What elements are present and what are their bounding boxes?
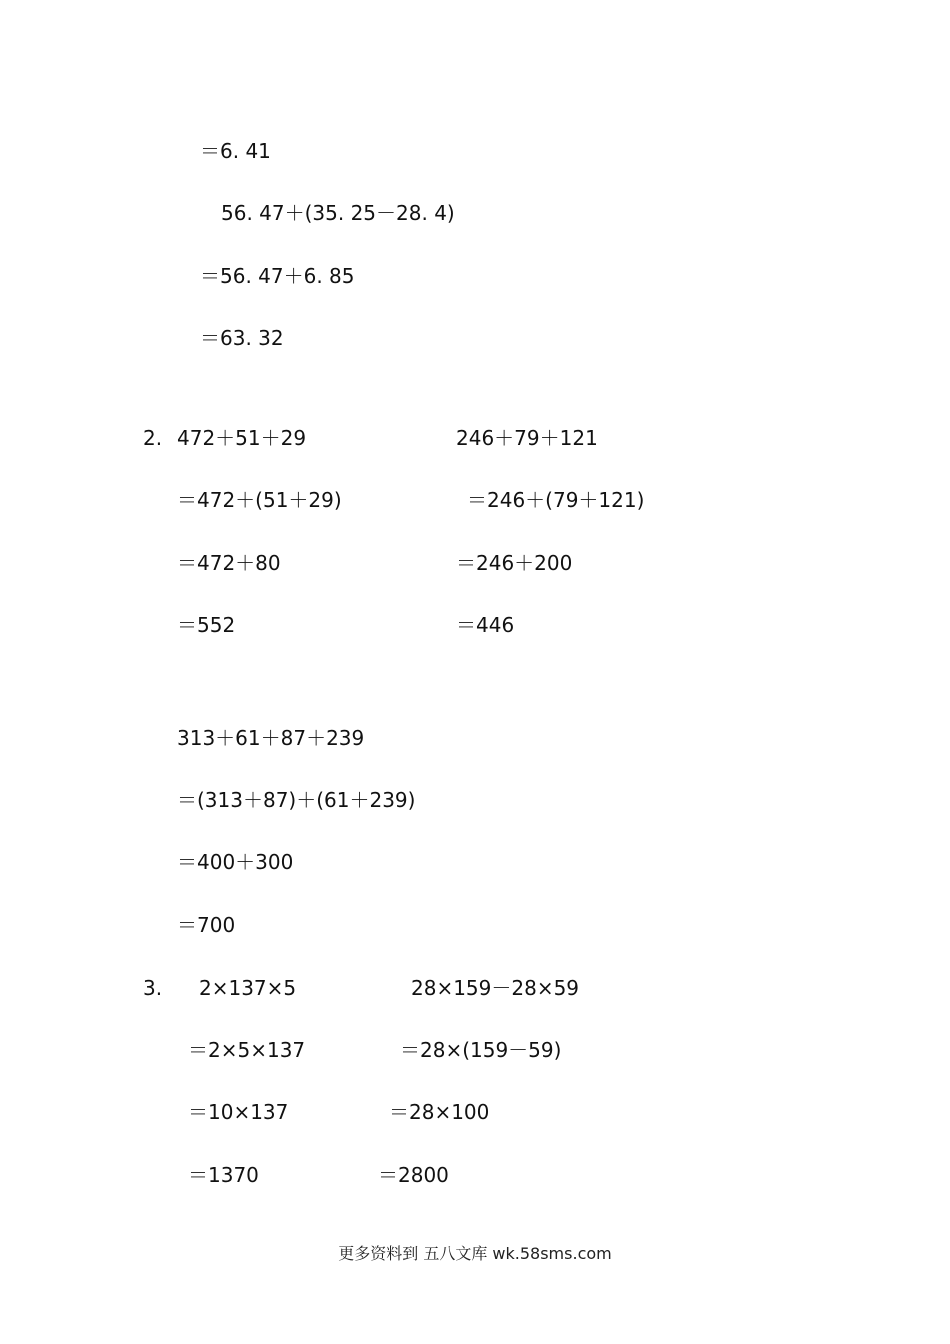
p2-right-3: ＝246＋200 — [456, 551, 573, 575]
p3-right-4: ＝2800 — [378, 1163, 449, 1187]
p2-third-4: ＝700 — [177, 913, 236, 937]
p3-right-3: ＝28×100 — [389, 1100, 490, 1124]
p3-number: 3. — [143, 976, 163, 1000]
p2-left-2: ＝472＋(51＋29) — [177, 488, 342, 512]
p3-left-1: 2×137×5 — [199, 976, 297, 1000]
p2-left-4: ＝552 — [177, 613, 236, 637]
p2-right-4: ＝446 — [456, 613, 515, 637]
p2-third-1: 313＋61＋87＋239 — [177, 726, 365, 750]
p3-right-2: ＝28×(159－59) — [400, 1038, 562, 1062]
p2-left-1: 472＋51＋29 — [177, 426, 307, 450]
p3-left-4: ＝1370 — [188, 1163, 259, 1187]
p2-right-1: 246＋79＋121 — [456, 426, 598, 450]
p2-third-2: ＝(313＋87)＋(61＋239) — [177, 788, 416, 812]
p1-line-3: ＝56. 47＋6. 85 — [200, 264, 355, 288]
p1-line-4: ＝63. 32 — [200, 326, 284, 350]
p3-left-3: ＝10×137 — [188, 1100, 289, 1124]
footer-source-text: 更多资料到 五八文库 wk.58sms.com — [338, 1244, 612, 1263]
p2-right-2: ＝246＋(79＋121) — [467, 488, 645, 512]
p3-right-1: 28×159－28×59 — [411, 976, 580, 1000]
p2-number: 2. — [143, 426, 163, 450]
p3-left-2: ＝2×5×137 — [188, 1038, 306, 1062]
p2-third-3: ＝400＋300 — [177, 850, 294, 874]
p2-left-3: ＝472＋80 — [177, 551, 281, 575]
p1-line-1: ＝6. 41 — [200, 139, 271, 163]
p1-line-2: 56. 47＋(35. 25－28. 4) — [221, 201, 455, 225]
